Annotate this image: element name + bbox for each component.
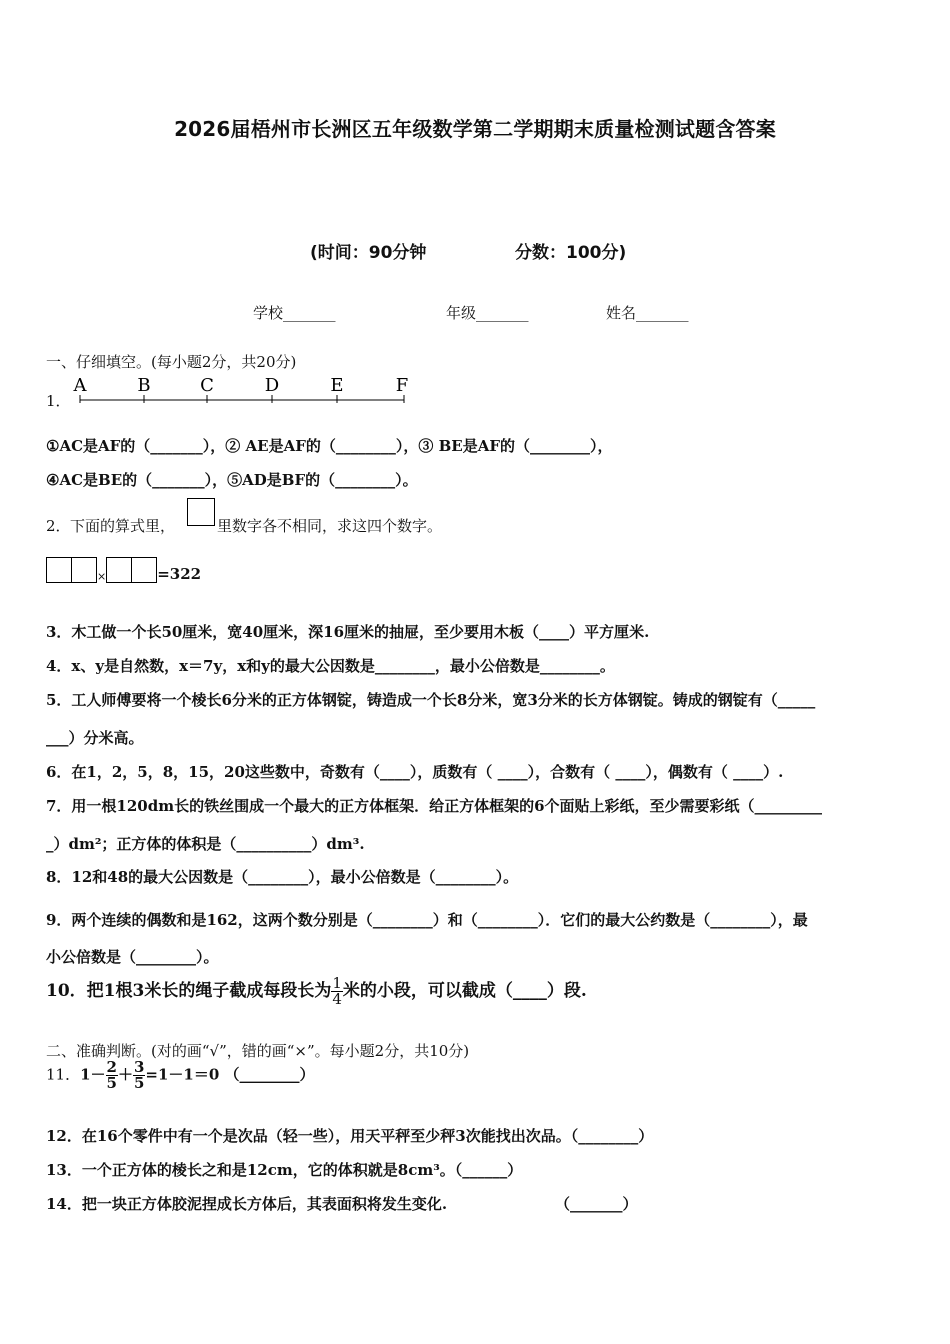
q6-text: 6．在1，2，5，8，15，20这些数中，奇数有（____），质数有（ ____），合数有（ ____），偶数有（ ____）. bbox=[46, 763, 784, 781]
q1-line-2: ④AC是BE的（_______），⑤AD是BF的（________）。 bbox=[46, 471, 418, 489]
label-b: B bbox=[137, 375, 151, 396]
q2-result: =322 bbox=[157, 565, 202, 583]
q1-line-1: ①AC是AF的（_______），② AE是AF的（________），③ BE是AF的（________）， bbox=[46, 437, 613, 455]
q10-text: 10．把1根3米长的绳子截成每段长为 $\frac{1}{4}$ 米的小段，可以截成（____）段. bbox=[46, 974, 587, 1008]
section-2-heading: 二、准确判断。(对的画“√”，错的画“×”。每小题2分，共10分) bbox=[46, 1042, 470, 1060]
q13-text: 13．一个正方体的棱长之和是12cm，它的体积就是8cm³。（______） bbox=[46, 1161, 523, 1179]
q2-text-a: 下面的算式里， bbox=[70, 517, 176, 535]
q14-answer-blank: （_______） bbox=[555, 1195, 638, 1213]
digit-box-3 bbox=[106, 557, 132, 583]
q2-number: 2． bbox=[46, 517, 71, 535]
q5-text-b: ___）分米高。 bbox=[46, 729, 144, 747]
label-f: F bbox=[395, 375, 409, 396]
time-info: (时间：90分钟 bbox=[310, 243, 427, 263]
q1-number: 1． bbox=[46, 392, 71, 410]
section-1-heading: 一、仔细填空。(每小题2分，共20分) bbox=[46, 353, 297, 371]
q7-text-b: _）dm²；正方体的体积是（__________）dm³. bbox=[46, 835, 365, 853]
q2-text-b: 里数字各不相同，求这四个数字。 bbox=[217, 517, 443, 535]
school-field: 学校_______ bbox=[253, 304, 336, 322]
q2-equation bbox=[46, 557, 201, 583]
q5-text-a: 5．工人师傅要将一个棱长6分米的正方体钢锭，铸造成一个长8分米，宽3分米的长方体钢锭。铸成的钢锭有（_____ bbox=[46, 691, 816, 709]
name-field: 姓名_______ bbox=[606, 304, 689, 322]
times-sign: × bbox=[97, 570, 107, 583]
q11-fraction-1: $\frac{2}{5}$ bbox=[106, 1058, 117, 1092]
q7-text-a: 7．用一根120dm长的铁丝围成一个最大的正方体框架．给正方体框架的6个面贴上彩纸，至少需要彩纸（_________ bbox=[46, 797, 823, 815]
q14-text: 14．把一块正方体胶泥捏成长方体后，其表面积将发生变化. bbox=[46, 1195, 448, 1213]
q9-text-b: 小公倍数是（________）。 bbox=[46, 948, 219, 966]
q2-inline-box bbox=[187, 498, 215, 526]
q12-text: 12．在16个零件中有一个是次品（轻一些），用天平秤至少秤3次能找出次品。（________） bbox=[46, 1127, 654, 1145]
digit-box-2 bbox=[71, 557, 97, 583]
q8-text: 8．12和48的最大公因数是（________），最小公倍数是（________）。 bbox=[46, 868, 519, 886]
digit-box-1 bbox=[46, 557, 72, 583]
label-a: A bbox=[73, 375, 87, 396]
q4-text: 4．x、y是自然数，x＝7y，x和y的最大公因数是________，最小公倍数是________。 bbox=[46, 657, 615, 675]
q11-fraction-2: $\frac{3}{5}$ bbox=[133, 1058, 145, 1092]
q3-text: 3．木工做一个长50厘米，宽40厘米，深16厘米的抽屉，至少要用木板（____）平方厘米. bbox=[46, 623, 650, 641]
grade-field: 年级_______ bbox=[446, 304, 529, 322]
q10-fraction: $\frac{1}{4}$ bbox=[332, 974, 342, 1008]
score-info: 分数：100分) bbox=[515, 243, 627, 263]
label-e: E bbox=[330, 375, 344, 396]
label-c: C bbox=[200, 375, 214, 396]
q1-number-line bbox=[72, 370, 412, 406]
digit-box-4 bbox=[131, 557, 157, 583]
q11-text: 11．1－ $\frac{2}{5}$ ＋ $\frac{3}{5}$ =1－1＝0 （________） bbox=[46, 1058, 315, 1092]
q9-text-a: 9．两个连续的偶数和是162，这两个数分别是（________）和（________）．它们的最大公约数是（________），最 bbox=[46, 911, 808, 929]
label-d: D bbox=[264, 375, 280, 396]
page-title: 2026届梧州市长洲区五年级数学第二学期期末质量检测试题含答案 bbox=[174, 117, 776, 141]
